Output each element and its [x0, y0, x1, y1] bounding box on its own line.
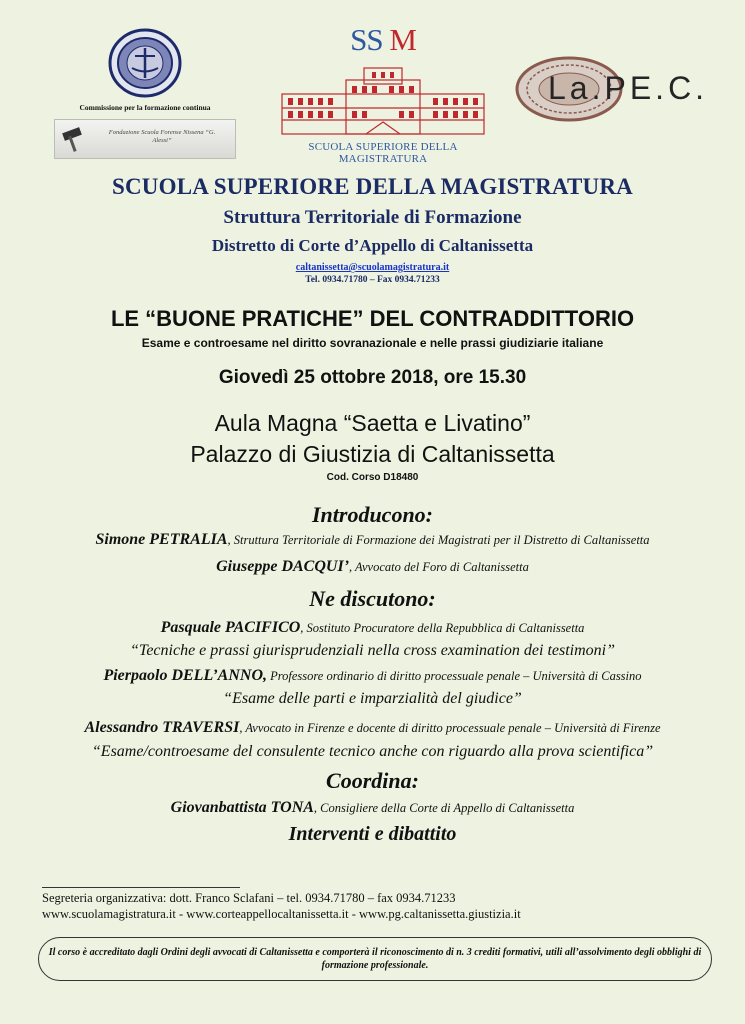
- speaker-role: , Sostituto Procuratore della Repubblica di Caltanissetta: [300, 621, 585, 635]
- event-title: LE “BUONE PRATICHE” DEL CONTRADDITTORIO: [110, 306, 635, 331]
- ssm-letters-text: SS: [350, 22, 383, 57]
- speaker-line: [0, 667, 745, 685]
- event-date: Giovedì 25 ottobre 2018, ore 15.30: [218, 367, 527, 388]
- speaker-name: Simone PETRALIA: [95, 531, 228, 548]
- talk-title: “Esame delle parti e imparzialità del giudice”: [223, 690, 522, 707]
- lapec-text: La.PE.C.: [548, 70, 709, 106]
- phone-fax: Tel. 0934.71780 – Fax 0934.71233: [305, 275, 440, 285]
- gavel-icon: [59, 124, 87, 154]
- speaker-line: [0, 619, 745, 637]
- section-coordina: Coordina:: [326, 768, 419, 793]
- speaker-role: , Avvocato in Firenze e docente di diritto processuale penale – Università di Firenze: [239, 721, 661, 735]
- speaker-line: [0, 558, 745, 576]
- speaker-name: Pierpaolo DELL’ANNO,: [103, 667, 267, 684]
- section-introducono: Introducono:: [311, 502, 434, 527]
- speaker-name: Giuseppe DACQUI’: [216, 558, 350, 575]
- ordine-avvocati-seal-logo: [108, 28, 182, 98]
- speaker-line: [0, 531, 745, 549]
- course-code: Cod. Corso D18480: [326, 472, 419, 483]
- speaker-role: , Consigliere della Corte di Appello di Caltanissetta: [313, 801, 575, 815]
- speaker-role: Professore ordinario di diritto processuale penale – Università di Cassino: [267, 669, 642, 683]
- speaker-line: [0, 799, 745, 817]
- email-link[interactable]: caltanissetta@scuolamagistratura.it: [295, 262, 450, 273]
- fondazione-text: Fondazione Scuola Forense Nissena “G. Alessi”: [108, 129, 216, 144]
- ssm-letters: [276, 22, 490, 58]
- event-subtitle: Esame e controesame nel diritto sovranazionale e nelle prassi giudiziarie italiane: [141, 336, 604, 350]
- speaker-name: Alessandro TRAVERSI: [84, 719, 240, 736]
- speaker-name: Giovanbattista TONA: [170, 799, 314, 816]
- talk-title: “Esame/controesame del consulente tecnico anche con riguardo alla prova scientifica”: [91, 743, 654, 760]
- closing-line: Interventi e dibattito: [288, 823, 457, 845]
- accreditation-text: Il corso è accreditato dagli Ordini degli avvocati di Caltanissetta e comporterà il riconoscimento di n. 3 crediti formativi, utili all’assolvimento degli obblighi di formazione professionale.: [48, 947, 702, 971]
- footer-divider: [42, 887, 240, 888]
- ssm-caption: SCUOLA SUPERIORE DELLA MAGISTRATURA: [308, 141, 458, 165]
- website-links[interactable]: www.scuolamagistratura.it - www.corteappellocaltanissetta.it - www.pg.caltanissetta.giustizia.it: [42, 907, 521, 921]
- section-discutono: Ne discutono:: [309, 586, 436, 611]
- secretariat-contact: Segreteria organizzativa: dott. Franco Sclafani – tel. 0934.71780 – fax 0934.71233: [42, 891, 456, 905]
- speaker-line: [0, 719, 745, 737]
- fondazione-logo: [54, 119, 236, 159]
- structure-title: Struttura Territoriale di Formazione: [223, 207, 522, 228]
- venue-building: Palazzo di Giustizia di Caltanissetta: [190, 441, 555, 467]
- district-title: Distretto di Corte d’Appello di Caltanissetta: [211, 236, 534, 255]
- speaker-role: , Avvocato del Foro di Caltanissetta: [349, 560, 529, 574]
- ssm-letter-m: M: [389, 22, 416, 57]
- speaker-name: Pasquale PACIFICO: [160, 619, 301, 636]
- ordine-caption: Commissione per la formazione continua: [79, 103, 211, 112]
- talk-title: “Tecniche e prassi giurisprudenziali nella cross examination dei testimoni”: [129, 642, 616, 659]
- school-title: SCUOLA SUPERIORE DELLA MAGISTRATURA: [112, 174, 633, 199]
- speaker-role: , Struttura Territoriale di Formazione dei Magistrati per il Distretto di Caltanissetta: [227, 533, 650, 547]
- venue-room: Aula Magna “Saetta e Livatino”: [214, 410, 531, 436]
